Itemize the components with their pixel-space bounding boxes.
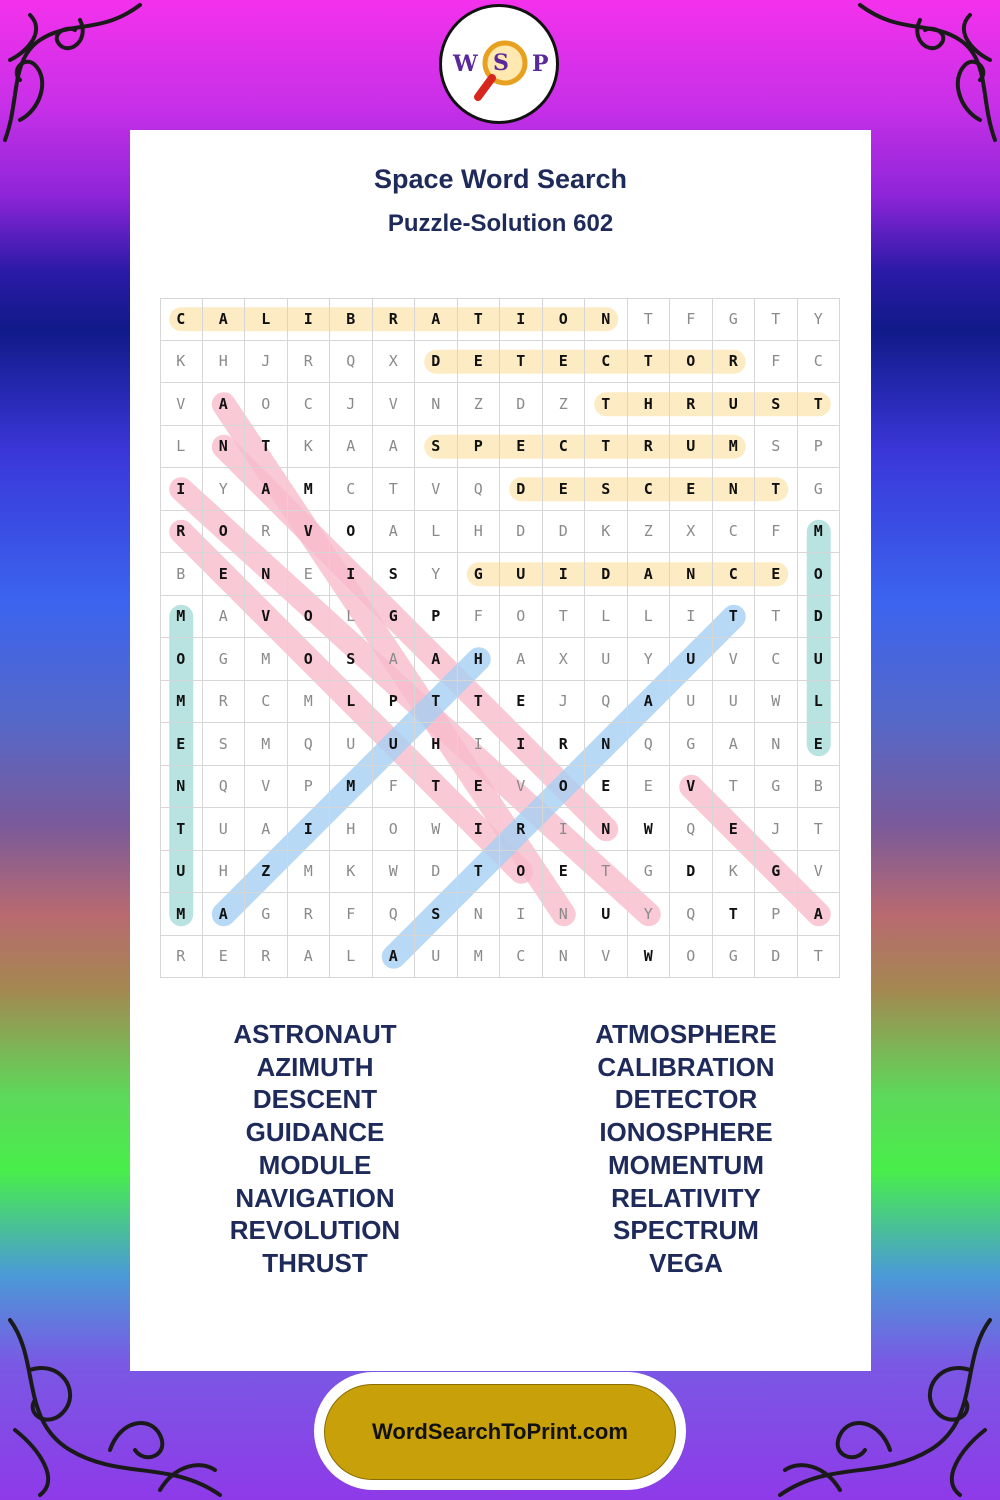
grid-cell: N (585, 723, 628, 766)
grid-cell: K (160, 341, 203, 384)
grid-cell: W (755, 681, 798, 724)
grid-cell: I (458, 808, 501, 851)
grid-cell: R (160, 511, 203, 554)
grid-cell: T (373, 468, 416, 511)
grid-cell: T (713, 596, 756, 639)
grid-cell: C (713, 553, 756, 596)
grid-cell: A (203, 383, 246, 426)
grid-cell: O (543, 298, 586, 341)
word-list-item-left: THRUST (262, 1247, 368, 1278)
grid-cell: T (500, 341, 543, 384)
grid-cell: U (713, 383, 756, 426)
grid-cell: F (755, 511, 798, 554)
grid-cell: O (798, 553, 841, 596)
grid-cell: K (585, 511, 628, 554)
grid-cell: I (543, 808, 586, 851)
grid-cell: T (543, 596, 586, 639)
grid-cell: Q (288, 723, 331, 766)
grid-cell: O (245, 383, 288, 426)
grid-cell: R (245, 511, 288, 554)
grid-cell: N (543, 893, 586, 936)
grid-cell: T (755, 298, 798, 341)
grid-cell: M (160, 596, 203, 639)
grid-cell: A (713, 723, 756, 766)
grid-cell: V (245, 766, 288, 809)
grid-cell: C (245, 681, 288, 724)
grid-cell: D (500, 468, 543, 511)
word-list-item-right: RELATIVITY (611, 1182, 761, 1213)
grid-cell: P (755, 893, 798, 936)
word-grid (160, 298, 840, 978)
grid-cell: E (203, 936, 246, 979)
grid-cell: I (288, 808, 331, 851)
grid-cell: R (543, 723, 586, 766)
grid-cell: J (755, 808, 798, 851)
grid-cell: M (288, 468, 331, 511)
wsp-logo (439, 4, 559, 124)
grid-cell: Q (670, 808, 713, 851)
grid-cell: E (500, 426, 543, 469)
grid-cell: L (330, 681, 373, 724)
word-list-item-right: MOMENTUM (608, 1149, 764, 1180)
grid-cell: E (798, 723, 841, 766)
grid-cell: C (713, 511, 756, 554)
grid-cell: Q (670, 893, 713, 936)
grid-cell: G (755, 851, 798, 894)
grid-cell: Z (245, 851, 288, 894)
grid-cell: R (245, 936, 288, 979)
grid-cell: A (415, 298, 458, 341)
word-list-right (501, 1018, 871, 1280)
puzzle-sheet (130, 130, 871, 1371)
grid-cell: J (543, 681, 586, 724)
grid-cell: N (585, 808, 628, 851)
grid-cell: A (203, 596, 246, 639)
grid-cell: O (373, 808, 416, 851)
grid-cell: C (330, 468, 373, 511)
grid-cell: T (415, 681, 458, 724)
page-subtitle: Puzzle-Solution 602 (387, 210, 614, 237)
word-list-item-left: NAVIGATION (235, 1182, 395, 1213)
grid-cell: T (245, 426, 288, 469)
grid-cell: R (628, 426, 671, 469)
grid-cell: C (500, 936, 543, 979)
grid-cell: U (713, 681, 756, 724)
grid-cell: U (670, 638, 713, 681)
word-list-item-right: ATMOSPHERE (595, 1019, 777, 1049)
grid-cell: F (670, 298, 713, 341)
grid-cell: H (628, 383, 671, 426)
word-list-item-left: REVOLUTION (229, 1215, 401, 1246)
grid-cell: L (798, 681, 841, 724)
grid-cell: T (713, 893, 756, 936)
grid-cell: V (670, 766, 713, 809)
grid-cell: D (585, 553, 628, 596)
grid-cell: P (798, 426, 841, 469)
grid-cell: Z (628, 511, 671, 554)
grid-cell: M (458, 936, 501, 979)
grid-cell: R (670, 383, 713, 426)
grid-cell: B (798, 766, 841, 809)
grid-cell: F (458, 596, 501, 639)
grid-cell: E (713, 808, 756, 851)
grid-cell: A (628, 681, 671, 724)
grid-cell: Y (203, 468, 246, 511)
grid-cell: T (458, 681, 501, 724)
grid-cell: B (160, 553, 203, 596)
grid-cell: H (458, 511, 501, 554)
grid-cell: E (500, 681, 543, 724)
grid-cell: A (373, 936, 416, 979)
grid-cell: U (585, 893, 628, 936)
grid-cell: D (755, 936, 798, 979)
grid-cell: T (798, 936, 841, 979)
grid-cell: S (755, 383, 798, 426)
grid-cell: F (373, 766, 416, 809)
grid-cell: H (203, 851, 246, 894)
grid-cell: E (203, 553, 246, 596)
grid-cell: S (373, 553, 416, 596)
grid-cell: F (330, 893, 373, 936)
grid-cell: R (160, 936, 203, 979)
grid-cell: G (670, 723, 713, 766)
grid-cell: T (798, 383, 841, 426)
grid-cell: G (798, 468, 841, 511)
grid-cell: U (415, 936, 458, 979)
grid-cell: W (628, 808, 671, 851)
grid-cell: C (160, 298, 203, 341)
grid-cell: R (288, 341, 331, 384)
grid-cell: M (245, 723, 288, 766)
grid-cell: A (330, 426, 373, 469)
grid-cell: L (330, 936, 373, 979)
grid-cell: T (458, 851, 501, 894)
grid-cell: N (543, 936, 586, 979)
grid-cell: N (415, 383, 458, 426)
grid-cell: U (585, 638, 628, 681)
grid-cell: V (798, 851, 841, 894)
grid-cell: E (458, 766, 501, 809)
grid-cell: Y (798, 298, 841, 341)
grid-cell: O (543, 766, 586, 809)
grid-cell: G (373, 596, 416, 639)
grid-cell: Q (585, 681, 628, 724)
grid-cell: U (330, 723, 373, 766)
grid-cell: E (670, 468, 713, 511)
grid-cell: P (288, 766, 331, 809)
grid-cell: V (713, 638, 756, 681)
grid-cell: C (628, 468, 671, 511)
grid-cell: V (288, 511, 331, 554)
grid-cell: P (415, 596, 458, 639)
word-list-item-right: IONOSPHERE (599, 1117, 773, 1148)
grid-cell: D (543, 511, 586, 554)
word-list-item-right: VEGA (649, 1247, 723, 1278)
grid-cell: U (373, 723, 416, 766)
grid-cell: Q (373, 893, 416, 936)
grid-cell: M (288, 681, 331, 724)
grid-cell: O (670, 936, 713, 979)
grid-cell: L (160, 426, 203, 469)
grid-cell: D (798, 596, 841, 639)
grid-cell: A (798, 893, 841, 936)
grid-cell: A (203, 298, 246, 341)
grid-cell: R (713, 341, 756, 384)
grid-cell: C (585, 341, 628, 384)
grid-cell: E (288, 553, 331, 596)
grid-cell: C (543, 426, 586, 469)
grid-cell: D (500, 511, 543, 554)
grid-cell: L (585, 596, 628, 639)
logo-letter-w: W (453, 51, 478, 77)
grid-cell: J (245, 341, 288, 384)
grid-cell: R (373, 298, 416, 341)
page-title: Space Word Search (373, 164, 628, 194)
grid-cell: S (415, 426, 458, 469)
grid-cell: M (160, 893, 203, 936)
grid-cell: I (500, 893, 543, 936)
grid-cell: O (203, 511, 246, 554)
grid-cell: V (415, 468, 458, 511)
grid-cell: O (670, 341, 713, 384)
grid-cell: I (500, 298, 543, 341)
grid-cell: R (500, 808, 543, 851)
word-list-item-right: SPECTRUM (613, 1215, 759, 1246)
grid-cell: D (670, 851, 713, 894)
grid-cell: N (755, 723, 798, 766)
grid-cell: Y (415, 553, 458, 596)
grid-cell: U (798, 638, 841, 681)
grid-cell: R (203, 681, 246, 724)
footer-site-link[interactable] (324, 1384, 676, 1480)
grid-cell: T (628, 341, 671, 384)
grid-cell: Z (458, 383, 501, 426)
grid-cell: O (500, 596, 543, 639)
grid-cell: H (203, 341, 246, 384)
grid-cell: V (500, 766, 543, 809)
grid-cell: O (288, 596, 331, 639)
grid-cell: G (713, 298, 756, 341)
grid-cell: Q (330, 341, 373, 384)
grid-cell: H (415, 723, 458, 766)
grid-cell: T (585, 426, 628, 469)
ornament-top-left (0, 0, 150, 150)
grid-cell: K (288, 426, 331, 469)
grid-cell: D (415, 851, 458, 894)
grid-cell: O (500, 851, 543, 894)
grid-cell: U (500, 553, 543, 596)
grid-cell: D (500, 383, 543, 426)
grid-cell: A (288, 936, 331, 979)
grid-cell: I (670, 596, 713, 639)
grid-cell: S (415, 893, 458, 936)
grid-cell: U (160, 851, 203, 894)
grid-cell: V (245, 596, 288, 639)
grid-cell: V (160, 383, 203, 426)
grid-cell: E (755, 553, 798, 596)
word-list-item-left: GUIDANCE (245, 1117, 385, 1148)
grid-cell: T (415, 766, 458, 809)
grid-cell: I (500, 723, 543, 766)
grid-cell: E (585, 766, 628, 809)
footer-text: WordSearchToPrint.com (372, 1419, 628, 1444)
ornament-top-right (850, 0, 1000, 150)
word-list-item-left: MODULE (258, 1149, 372, 1180)
grid-cell: A (500, 638, 543, 681)
grid-cell: X (373, 341, 416, 384)
grid-cell: N (713, 468, 756, 511)
grid-cell: S (203, 723, 246, 766)
grid-cell: K (713, 851, 756, 894)
grid-cell: A (373, 638, 416, 681)
grid-cell: M (713, 426, 756, 469)
grid-cell: G (203, 638, 246, 681)
grid-cell: T (755, 596, 798, 639)
grid-cell: N (203, 426, 246, 469)
grid-cell: T (755, 468, 798, 511)
word-list-item-left: AZIMUTH (256, 1051, 374, 1082)
grid-cell: Y (628, 638, 671, 681)
grid-cell: U (670, 426, 713, 469)
grid-cell: I (543, 553, 586, 596)
grid-cell: L (330, 596, 373, 639)
grid-cell: U (670, 681, 713, 724)
grid-cell: M (245, 638, 288, 681)
grid-cell: E (543, 341, 586, 384)
grid-cell: S (755, 426, 798, 469)
grid-cell: A (245, 808, 288, 851)
grid-cell: C (288, 383, 331, 426)
grid-cell: M (288, 851, 331, 894)
grid-cell: V (373, 383, 416, 426)
grid-cell: G (713, 936, 756, 979)
grid-cell: W (628, 936, 671, 979)
grid-cell: T (713, 766, 756, 809)
grid-cell: I (160, 468, 203, 511)
word-list-item-left: DESCENT (252, 1084, 378, 1115)
grid-cell: O (288, 638, 331, 681)
grid-cell: Y (628, 893, 671, 936)
word-list-item-left: ASTRONAUT (233, 1019, 397, 1049)
grid-cell: A (373, 511, 416, 554)
grid-cell: E (628, 766, 671, 809)
word-list-item-right: DETECTOR (614, 1084, 758, 1115)
grid-cell: Q (628, 723, 671, 766)
grid-cell: N (160, 766, 203, 809)
grid-cell: Q (458, 468, 501, 511)
grid-cell: A (203, 893, 246, 936)
grid-cell: A (373, 426, 416, 469)
grid-cell: W (373, 851, 416, 894)
grid-cell: D (415, 341, 458, 384)
grid-cell: U (203, 808, 246, 851)
grid-cell: J (330, 383, 373, 426)
grid-cell: P (458, 426, 501, 469)
grid-cell: M (798, 511, 841, 554)
logo-letter-p: P (532, 51, 549, 77)
grid-cell: F (755, 341, 798, 384)
grid-cell: T (160, 808, 203, 851)
grid-cell: B (330, 298, 373, 341)
grid-cell: G (245, 893, 288, 936)
grid-cell: O (330, 511, 373, 554)
grid-cell: I (288, 298, 331, 341)
grid-cell: H (330, 808, 373, 851)
grid-cell: I (330, 553, 373, 596)
grid-cell: A (415, 638, 458, 681)
grid-cell: O (160, 638, 203, 681)
grid-cell: T (458, 298, 501, 341)
grid-cell: T (628, 298, 671, 341)
grid-cell: A (245, 468, 288, 511)
grid-cell: N (585, 298, 628, 341)
grid-cell: N (670, 553, 713, 596)
grid-cell: N (245, 553, 288, 596)
grid-cell: G (628, 851, 671, 894)
grid-cell: G (458, 553, 501, 596)
grid-cell: V (585, 936, 628, 979)
grid-cell: H (458, 638, 501, 681)
grid-cell: L (245, 298, 288, 341)
grid-cell: E (543, 851, 586, 894)
grid-cell: X (543, 638, 586, 681)
grid-cell: T (585, 851, 628, 894)
grid-cell: S (330, 638, 373, 681)
grid-cell: K (330, 851, 373, 894)
grid-cell: T (585, 383, 628, 426)
grid-cell: M (330, 766, 373, 809)
grid-cell: M (160, 681, 203, 724)
grid-cell: E (160, 723, 203, 766)
grid-cell: W (415, 808, 458, 851)
grid-cell: R (288, 893, 331, 936)
word-list-item-right: CALIBRATION (597, 1051, 775, 1082)
grid-cell: P (373, 681, 416, 724)
grid-cell: L (628, 596, 671, 639)
logo-letter-s: S (493, 50, 509, 76)
word-list-left (130, 1018, 500, 1280)
grid-cell: L (415, 511, 458, 554)
grid-cell: Q (203, 766, 246, 809)
grid-cell: E (458, 341, 501, 384)
grid-cell: T (798, 808, 841, 851)
grid-cell: C (755, 638, 798, 681)
grid-cell: G (755, 766, 798, 809)
grid-cell: I (458, 723, 501, 766)
grid-cell: E (543, 468, 586, 511)
grid-cell: N (458, 893, 501, 936)
grid-cell: C (798, 341, 841, 384)
grid-cell: X (670, 511, 713, 554)
grid-cell: A (628, 553, 671, 596)
grid-cell: S (585, 468, 628, 511)
grid-cell: Z (543, 383, 586, 426)
